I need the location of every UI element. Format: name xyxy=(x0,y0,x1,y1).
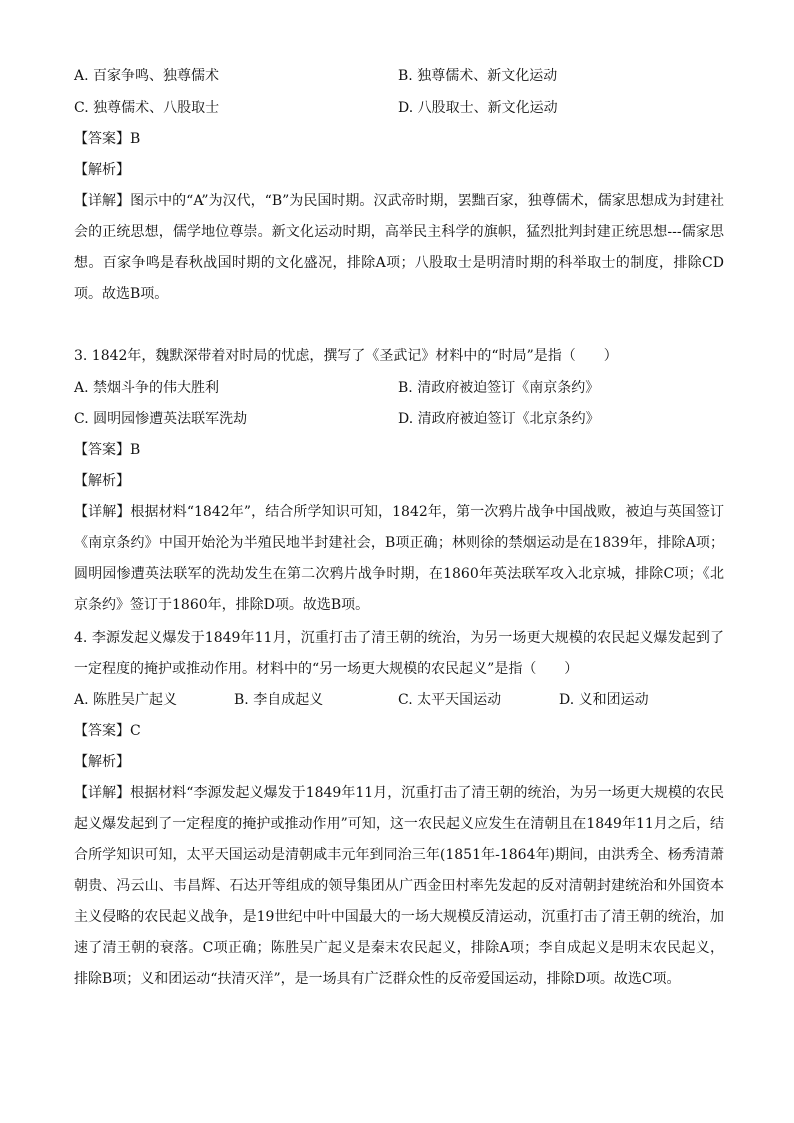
q2-option-d: D. 八股取士、新文化运动 xyxy=(398,100,558,116)
q3-answer: 【答案】B xyxy=(74,442,141,458)
q3-option-c: C. 圆明园惨遭英法联军洗劫 xyxy=(74,411,248,427)
q4-answer: 【答案】C xyxy=(74,723,141,739)
q4-detail: 【详解】根据材料“李源发起义爆发于1849年11月，沉重打击了清王朝的统治，为另一场更大规模的农民起义爆发起到了一定程度的掩护或推动作用”可知，这一农民起义应发生在清朝且在1849年11月之后，结合所学知识可知，太平天国运动是清朝咸丰元年到同治三年(1851年-1864年)期间，由洪秀全、杨秀清萧朝贵、冯云山、韦昌辉、石达开等组成的领导集团从广西金田村率先发起的反对清朝封建统治和外国资本主义侵略的农民起义战争，是19世纪中叶中国最大的一场大规模反清运动，沉重打击了清王朝的统治，加速了清王朝的衰落。C项正确；陈胜吴广起义是秦末农民起义，排除A项；李自成起义是明末农民起义，排除B项；义和团运动“扶清灭洋”，是一场具有广泛群众性的反帝爱国运动，排除D项。故选C项。 xyxy=(74,785,724,987)
q2-detail: 【详解】图示中的“A”为汉代，“B”为民国时期。汉武帝时期，罢黜百家，独尊儒术，儒家思想成为封建社会的正统思想，儒学地位尊崇。新文化运动时期，高举民主科学的旗帜，猛烈批判封建正统思想---儒家思想。百家争鸣是春秋战国时期的文化盛况，排除A项；八股取士是明清时期的科举取士的制度，排除CD项。故选B项。 xyxy=(74,193,724,302)
q3-option-b: B. 清政府被迫签订《南京条约》 xyxy=(398,380,600,396)
q3-option-a: A. 禁烟斗争的伟大胜利 xyxy=(74,380,220,396)
q3-option-d: D. 清政府被迫签订《北京条约》 xyxy=(398,411,600,427)
q2-answer: 【答案】B xyxy=(74,131,141,147)
q2-analysis-label: 【解析】 xyxy=(74,162,130,178)
q4-analysis-label: 【解析】 xyxy=(74,754,130,770)
q4-option-a: A. 陈胜吴广起义 xyxy=(74,692,178,708)
q3-stem: 3. 1842年，魏默深带着对时局的忧虑，撰写了《圣武记》材料中的“时局”是指（ ） xyxy=(74,348,618,364)
q4-option-b: B. 李自成起义 xyxy=(234,692,324,708)
q4-stem: 4. 李源发起义爆发于1849年11月，沉重打击了清王朝的统治，为另一场更大规模的农民起义爆发起到了一定程度的掩护或推动作用。材料中的“另一场更大规模的农民起义”是指（ ） xyxy=(74,630,724,677)
q2-option-b: B. 独尊儒术、新文化运动 xyxy=(398,68,558,84)
q3-detail: 【详解】根据材料“1842年”，结合所学知识可知，1842年，第一次鸦片战争中国战败，被迫与英国签订《南京条约》中国开始沦为半殖民地半封建社会，B项正确；林则徐的禁烟运动是在1839年，排除A项；圆明园惨遭英法联军的洗劫发生在第二次鸦片战争时期，在1860年英法联军攻入北京城，排除C项；《北京条约》签订于1860年，排除D项。故选B项。 xyxy=(74,504,724,613)
q2-option-a: A. 百家争鸣、独尊儒术 xyxy=(74,68,220,84)
q3-analysis-label: 【解析】 xyxy=(74,473,130,489)
q4-option-c: C. 太平天国运动 xyxy=(398,692,502,708)
q2-option-c: C. 独尊儒术、八股取士 xyxy=(74,100,220,116)
q4-option-d: D. 义和团运动 xyxy=(559,692,649,708)
